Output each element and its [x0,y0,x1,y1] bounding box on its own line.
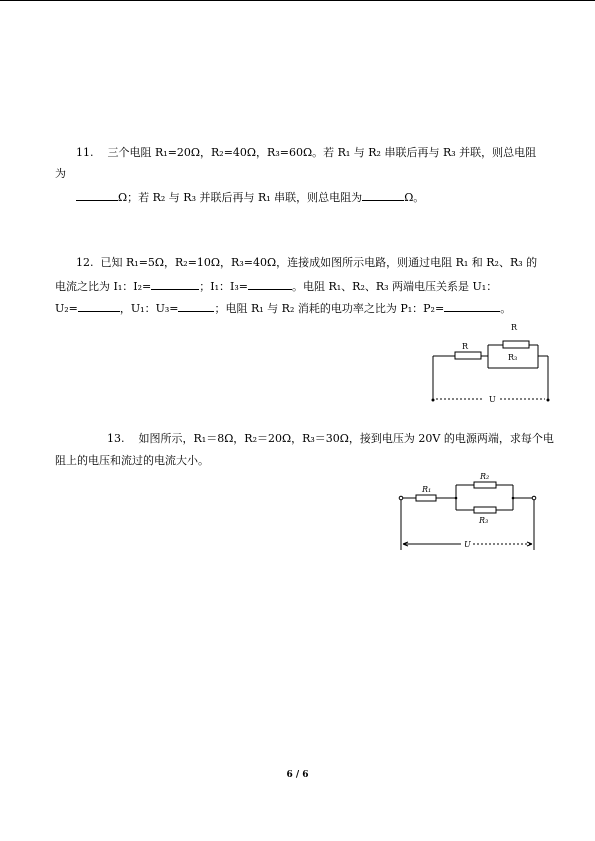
q11-number: 11. [76,146,94,159]
q12-circuit-diagram [428,318,558,410]
q13-label-r1: R₁ [422,485,432,494]
page-number: 6 / 6 [286,770,309,780]
q13-r1-resistor [416,495,436,501]
q12-line2: 电流之比为 I₁：I₂= ；I₁：I₃= 。电阻 R₁、R₂、R₃ 两端电压关系是 U₁： [55,280,498,293]
q12-label-r-bottom: R₃ [508,353,518,362]
q12-r2-resistor [503,341,529,348]
q12-label-r1: R [462,342,469,351]
q13-r2-resistor [474,482,496,488]
q12-blank-2[interactable] [248,278,292,290]
q11-line2: 为 [55,167,66,180]
q12-label-u: U [489,395,496,404]
q12-blank-1[interactable] [151,278,199,290]
q12-r1-resistor [455,352,481,359]
q11-line1 [76,146,536,160]
top-rule [0,0,595,1]
q13-circuit-diagram [393,468,543,552]
q13-label-u: U [464,540,471,549]
q12-number: 12. [76,256,94,269]
q12-blank-4[interactable] [178,300,214,312]
q11-blank-2[interactable] [362,189,404,201]
q13-label-r2: R₂ [480,472,490,481]
q13-r3-resistor [474,507,496,513]
q11-line3: Ω；若 R₂ 与 R₃ 并联后再与 R₁ 串联，则总电阻为 Ω。 [76,189,424,205]
q13-number: 13. [107,432,125,445]
q12-label-r-top: R [511,323,518,332]
q12-blank-5[interactable] [444,300,500,312]
q13-label-r3: R₃ [479,516,489,525]
q13-line2: 阻上的电压和流过的电流大小。 [55,454,209,467]
q12-blank-3[interactable] [78,300,120,312]
q11-text: 三个电阻 R₁=20Ω，R₂=40Ω，R₃=60Ω。若 R₁ 与 R₂ 串联后再与 R₃ 并联，则总电阻 [107,146,537,159]
q12-line3: U₂= ，U₁：U₃= ；电阻 R₁ 与 R₂ 消耗的电功率之比为 P₁：P₂= 。 [55,302,512,315]
q12-line1: 12. 已知 R₁=5Ω，R₂=10Ω，R₃=40Ω，连接成如图所示电路，则通过电阻 R₁ 和 R₂、R₃ 的 [76,256,538,269]
q11-blank-1[interactable] [76,189,118,201]
q13-line1: 13. 如图所示，R₁＝8Ω，R₂＝20Ω，R₃＝30Ω，接到电压为 20V 的电源两端，求每个电 [107,432,554,445]
